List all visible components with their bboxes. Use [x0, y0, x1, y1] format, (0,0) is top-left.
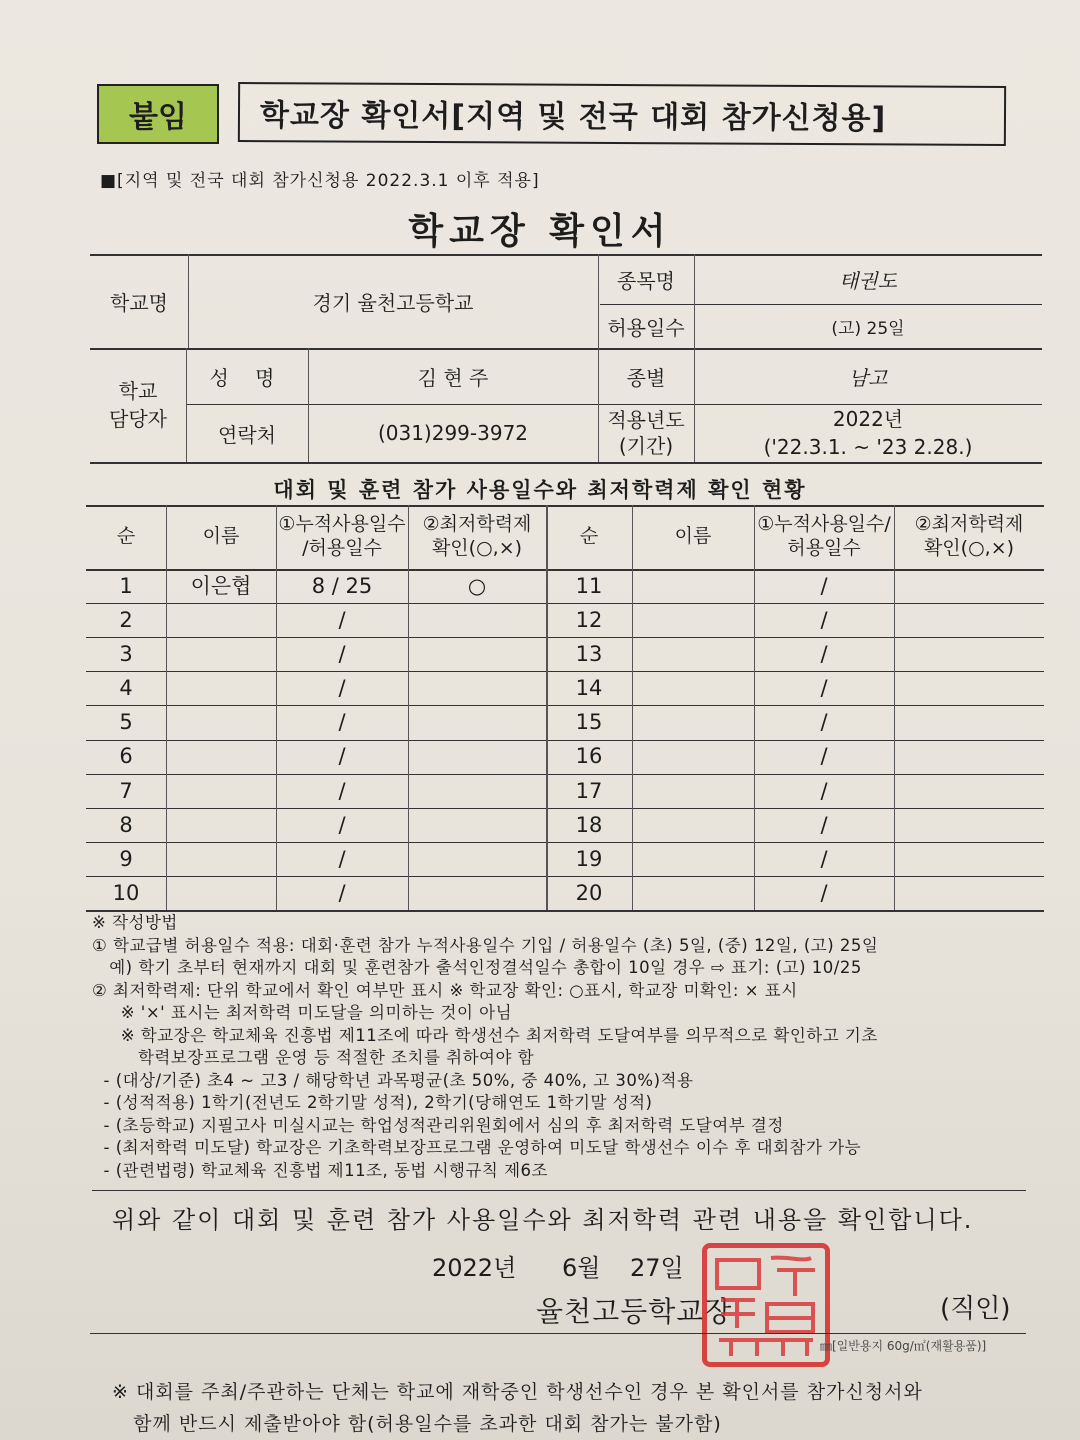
days-used-left: 8 / 25 [311, 573, 373, 598]
academic-check-right [894, 705, 1044, 739]
athlete-name-left [166, 774, 276, 808]
academic-check-right [894, 603, 1044, 637]
instruction-line: ② 최저학력제: 단위 학교에서 확인 여부만 표시 ※ 학교장 확인: ○표시, 학교장 미확인: × 표시 [92, 980, 798, 1000]
instruction-line: - (성적적용) 1학기(전년도 2학기말 성적), 2학기(당해연도 1학기말 성적) [92, 1093, 653, 1112]
year-period [694, 404, 1042, 462]
days-used-right: / [820, 710, 828, 735]
days-used-left: / [338, 812, 346, 837]
row-number-left: 8 [119, 812, 133, 837]
date-month: 6월 [562, 1254, 601, 1282]
row-number-left: 10 [112, 880, 140, 905]
academic-check-left [408, 876, 546, 910]
row-number-right: 20 [575, 880, 603, 905]
contact-label: 연락처 [218, 422, 276, 447]
signer-name: 율천고등학교장 [536, 1295, 733, 1328]
gender-value: 남고 [848, 365, 888, 390]
days-used-left: / [338, 846, 346, 871]
academic-check-right [894, 637, 1044, 671]
days-used-right: / [820, 846, 828, 871]
seal-label: (직인) [940, 1294, 1011, 1324]
form-title: 학교장 확인서[지역 및 전국 대회 참가신청용] [238, 82, 1006, 146]
instruction-line: ※ 학교장은 학교체육 진흥법 제11조에 따라 학생선수 최저학력 도달여부를 의무적으로 확인하고 기초 [92, 1025, 878, 1045]
academic-check-left [408, 705, 546, 739]
academic-check-right [894, 671, 1044, 705]
row-number-right: 16 [575, 744, 603, 769]
instruction-line: 예) 학기 초부터 현재까지 대회 및 훈련참가 출석인정결석일수 총합이 10일 경우 ⇨ 표기: (고) 10/25 [92, 958, 862, 977]
footer-notice [112, 1376, 923, 1440]
athlete-name-left [166, 637, 276, 671]
official-seal-stamp [702, 1243, 830, 1367]
info-table [90, 254, 1042, 464]
divider [90, 1333, 1026, 1334]
academic-check-left [408, 774, 546, 808]
days-used-right: / [820, 608, 828, 633]
row-number-right: 15 [575, 710, 603, 735]
academic-check-right [894, 774, 1044, 808]
period-value: ('22.3.1. ~ '23 2.28.) [763, 435, 973, 459]
row-number-left: 2 [119, 608, 133, 633]
academic-check-left [408, 808, 546, 842]
allowed-days-value: (고) 25일 [831, 318, 905, 339]
school-name-value: 경기 율천고등학교 [312, 290, 474, 315]
manager-name-value: 김 현 주 [417, 365, 489, 390]
row-number-left: 3 [119, 642, 133, 667]
athlete-name-left: 이은협 [190, 573, 252, 598]
row-number-left: 1 [119, 573, 133, 598]
academic-check-right [894, 740, 1044, 774]
year-value: 2022년 [832, 407, 904, 431]
athlete-name-right [632, 876, 754, 910]
days-used-left: / [338, 710, 346, 735]
sport-label: 종목명 [617, 268, 675, 293]
athlete-name-right [632, 842, 754, 876]
date-year: 2022년 [432, 1254, 517, 1282]
days-used-left: / [338, 880, 346, 905]
roster-header-right: 이름 [674, 525, 712, 548]
athlete-name-right [632, 740, 754, 774]
days-used-left: / [338, 744, 346, 769]
row-number-right: 11 [575, 573, 603, 598]
days-used-right: / [820, 573, 828, 598]
row-number-left: 7 [119, 778, 133, 803]
athlete-name-left [166, 705, 276, 739]
applicability-notice: ■[지역 및 전국 대회 참가신청용 2022.3.1 이후 적용] [100, 171, 540, 191]
days-used-left: / [338, 778, 346, 803]
footer-line: ※ 대회를 주최/주관하는 단체는 학교에 재학중인 학생선수인 경우 본 확인서를 참가신청서와 [112, 1381, 923, 1403]
confirmation-statement: 위와 같이 대회 및 훈련 참가 사용일수와 최저학력 관련 내용을 확인합니다. [112, 1206, 974, 1234]
date-day: 27일 [630, 1254, 684, 1282]
days-used-right: / [820, 642, 828, 667]
roster-header-left: ②최저학력제 확인(○,×) [422, 513, 532, 559]
row-number-right: 14 [575, 676, 603, 701]
athlete-name-left [166, 842, 276, 876]
athlete-name-right [632, 603, 754, 637]
school-name-label: 학교명 [110, 290, 168, 315]
roster-title: 대회 및 훈련 참가 사용일수와 최저학력제 확인 현황 [273, 478, 807, 502]
roster-header-right: 순 [579, 525, 599, 548]
academic-check-left [408, 603, 546, 637]
instruction-line: - (초등학교) 지필고사 미실시교는 학업성적관리위원회에서 심의 후 최저학력 도달여부 결정 [92, 1115, 784, 1135]
academic-check-right [894, 842, 1044, 876]
days-used-left: / [338, 608, 346, 633]
roster-header-left: 순 [116, 525, 136, 548]
days-used-right: / [820, 744, 828, 769]
instruction-line: - (관련법령) 학교체육 진흥법 제11조, 동법 시행규칙 제6조 [92, 1160, 548, 1180]
athlete-name-right [632, 705, 754, 739]
days-used-left: / [338, 676, 346, 701]
athlete-name-left [166, 603, 276, 637]
days-used-left: / [338, 642, 346, 667]
academic-check-left [408, 637, 546, 671]
row-number-left: 6 [119, 744, 133, 769]
row-number-right: 12 [575, 608, 603, 633]
instructions [92, 912, 1042, 1182]
academic-check-right [894, 569, 1044, 603]
row-number-left: 9 [119, 846, 133, 871]
days-used-right: / [820, 778, 828, 803]
row-number-right: 18 [575, 812, 603, 837]
athlete-name-left [166, 876, 276, 910]
athlete-name-right [632, 808, 754, 842]
year-label: 적용년도 (기간) [607, 408, 685, 458]
gender-label: 종별 [626, 365, 666, 390]
instruction-line: ※ 작성방법 [92, 913, 178, 932]
footer-line: 함께 반드시 제출받아야 함(허용일수를 초과한 대회 참가는 불가함) [112, 1413, 722, 1435]
academic-check-left [408, 671, 546, 705]
instruction-line: ※ '×' 표시는 최저학력 미도달을 의미하는 것이 아님 [92, 1003, 513, 1022]
roster-header-left: 이름 [202, 525, 240, 548]
athlete-name-right [632, 774, 754, 808]
academic-check-right [894, 876, 1044, 910]
days-used-right: / [820, 676, 828, 701]
athlete-name-right [632, 637, 754, 671]
row-number-right: 13 [575, 642, 603, 667]
roster-header-right: ②최저학력제 확인(○,×) [914, 513, 1024, 559]
document-title: 학교장 확인서 [408, 211, 672, 252]
contact-value: (031)299-3972 [377, 421, 529, 445]
academic-check-right [894, 808, 1044, 842]
athlete-name-left [166, 740, 276, 774]
days-used-right: / [820, 812, 828, 837]
row-number-left: 5 [119, 710, 133, 735]
athlete-name-left [166, 808, 276, 842]
roster-table [86, 505, 1044, 910]
instruction-line: ① 학교급별 허용일수 적용: 대회·훈련 참가 누적사용일수 기입 / 허용일수 (초) 5일, (중) 12일, (고) 25일 [92, 935, 879, 955]
athlete-name-right [632, 671, 754, 705]
academic-check-left [408, 740, 546, 774]
instruction-line: - (대상/기준) 초4 ~ 고3 / 해당학년 과목평균(초 50%, 중 40%, 고 30%)적용 [92, 1070, 694, 1090]
days-used-right: / [820, 880, 828, 905]
manager-label: 학교 담당자 [109, 379, 167, 431]
allowed-days-label: 허용일수 [607, 315, 685, 340]
athlete-name-left [166, 671, 276, 705]
divider [92, 1190, 1026, 1191]
sport-value: 태권도 [839, 268, 897, 293]
roster-header-right: ①누적사용일수/ 허용일수 [757, 513, 891, 559]
academic-check-left: ○ [467, 573, 487, 598]
row-number-right: 19 [575, 846, 603, 871]
roster-header-left: ①누적사용일수 /허용일수 [278, 513, 406, 559]
athlete-name-right [632, 569, 754, 603]
row-number-left: 4 [119, 676, 133, 701]
attachment-badge: 붙임 [97, 84, 219, 144]
name-label: 성 명 [209, 365, 285, 390]
academic-check-left [408, 842, 546, 876]
instruction-line: - (최저학력 미도달) 학교장은 기초학력보장프로그램 운영하여 미도달 학생선수 이수 후 대회참가 가능 [92, 1138, 862, 1157]
paper-spec: ㎜[일반용지 60g/㎡(재활용품)] [820, 1339, 987, 1353]
instruction-line: 학력보장프로그램 운영 등 적절한 조치를 취하여야 함 [92, 1048, 535, 1067]
row-number-right: 17 [575, 778, 603, 803]
